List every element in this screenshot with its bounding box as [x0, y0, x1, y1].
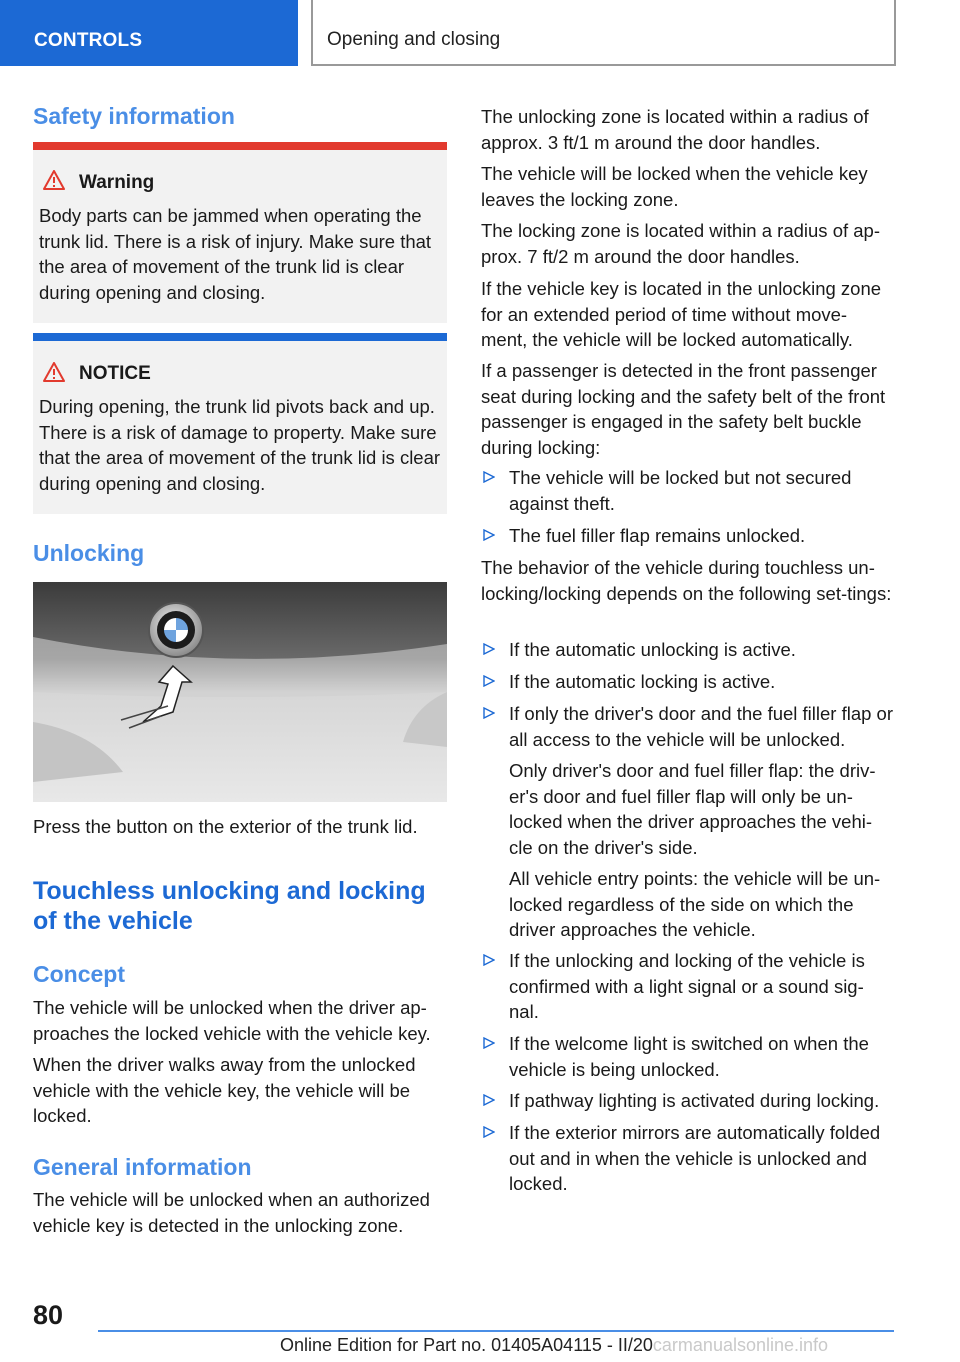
notice-label: NOTICE — [79, 363, 151, 384]
bullet-triangle-icon — [483, 471, 495, 483]
list-item-text: If the automatic unlocking is active. — [509, 639, 796, 660]
bullet-triangle-icon — [483, 675, 495, 687]
list-item-text: If the welcome light is switched on when the vehicle is being unlocked. — [509, 1033, 869, 1080]
trunk-button-illustration — [33, 582, 447, 802]
locking-zone-leave-paragraph: The vehicle will be locked when the vehicle key leaves the locking zone. — [481, 163, 868, 210]
notice-bar — [33, 333, 447, 341]
list-item-text: The vehicle will be locked but not secured against theft. — [509, 467, 852, 514]
behavior-paragraph: The behavior of the vehicle during touchless un‐locking/locking depends on the following set‐tings: — [481, 557, 892, 604]
watermark-text[interactable]: carmanualsonline.info — [652, 1335, 829, 1355]
chapter-title: Opening and closing — [311, 0, 896, 66]
notice-triangle-icon — [43, 362, 65, 382]
edition-text: Online Edition for Part no. 01405A04115 - II/20 — [280, 1335, 653, 1355]
general-paragraph-1: The vehicle will be unlocked when an authorized vehicle key is detected in the unlocking zone. — [33, 1189, 430, 1236]
section-tab: CONTROLS — [0, 0, 298, 66]
page-number: 80 — [33, 1300, 64, 1330]
bullet-triangle-icon — [483, 1037, 495, 1049]
bullet-triangle-icon — [483, 643, 495, 655]
list-item-text: If pathway lighting is activated during locking. — [509, 1090, 880, 1111]
notice-box — [33, 333, 447, 514]
all-entry-subparagraph: All vehicle entry points: the vehicle will be un‐locked regardless of the side on which the driver approaches the vehicle. — [509, 868, 881, 940]
bullet-triangle-icon — [483, 529, 495, 541]
auto-lock-paragraph: If the vehicle key is located in the unlocking zone for an extended period of time without move‐ment, the vehicle will be locked automatically. — [481, 278, 882, 350]
general-information-heading: General information — [33, 1154, 252, 1180]
passenger-paragraph: If a passenger is detected in the front passenger seat during locking and the safety belt of the front passenger is engaged in the safety belt buckle during locking: — [481, 360, 886, 458]
warning-label: Warning — [79, 172, 155, 193]
list-item-text: If only the driver's door and the fuel filler flap or all access to the vehicle will be unlocked. — [509, 703, 894, 750]
warning-text: Body parts can be jammed when operating the trunk lid. There is a risk of injury. Make sure that the area of movement of the trunk lid is clear during opening and closing. — [39, 205, 432, 303]
locking-zone-paragraph: The locking zone is located within a radius of ap‐prox. 7 ft/2 m around the door handles. — [481, 220, 880, 267]
concept-paragraph-2: When the driver walks away from the unlocked vehicle with the vehicle key, the vehicle will be locked. — [33, 1054, 416, 1126]
footer-edition — [280, 1335, 828, 1356]
bullet-triangle-icon — [483, 1094, 495, 1106]
warning-triangle-icon — [43, 170, 65, 190]
safety-heading: Safety information — [33, 103, 235, 129]
list-item-text: If the automatic locking is active. — [509, 671, 776, 692]
concept-paragraph-1: The vehicle will be unlocked when the driver ap‐proaches the locked vehicle with the vehicle key. — [33, 997, 431, 1044]
bullet-triangle-icon — [483, 1126, 495, 1138]
driver-door-subparagraph: Only driver's door and fuel filler flap: the driv‐er's door and fuel filler flap will only be un‐locked when the driver approaches the vehi‐cle on the driver's side. — [509, 760, 876, 858]
warning-bar — [33, 142, 447, 150]
bullet-triangle-icon — [483, 954, 495, 966]
list-item-text: If the unlocking and locking of the vehicle is confirmed with a light signal or a sound sig‐nal. — [509, 950, 865, 1022]
unlocking-zone-paragraph: The unlocking zone is located within a radius of approx. 3 ft/1 m around the door handles. — [481, 106, 869, 153]
unlocking-text: Press the button on the exterior of the trunk lid. — [33, 816, 418, 837]
notice-text: During opening, the trunk lid pivots back and up. There is a risk of damage to property. Make sure that the area of movement of the trunk lid is clear during opening and closing. — [39, 396, 441, 494]
list-item-text: The fuel filler flap remains unlocked. — [509, 525, 806, 546]
bullet-triangle-icon — [483, 707, 495, 719]
list-item-text: If the exterior mirrors are automatically folded out and in when the vehicle is unlocked and locked. — [509, 1122, 881, 1194]
warning-box — [33, 142, 447, 323]
footer-divider — [98, 1330, 894, 1332]
unlocking-heading: Unlocking — [33, 540, 145, 566]
concept-heading: Concept — [33, 961, 125, 987]
touchless-heading: Touchless unlocking and locking of the vehicle — [33, 877, 426, 935]
